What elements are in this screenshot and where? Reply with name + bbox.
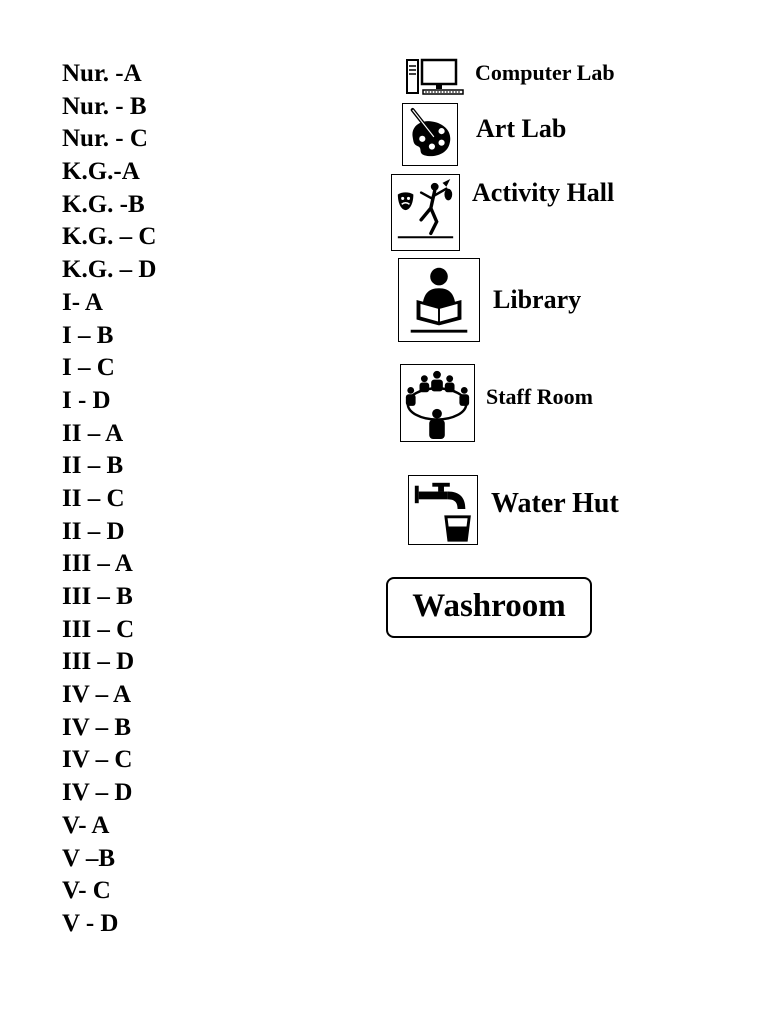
computer-lab-label: Computer Lab (475, 60, 615, 85)
class-item: Nur. - C (62, 125, 148, 153)
class-item: I – B (62, 321, 114, 349)
class-item: IV – A (62, 681, 132, 709)
reader-icon (398, 258, 480, 342)
class-item: V- A (62, 811, 110, 839)
computer-icon (405, 58, 465, 98)
class-item: III – C (62, 615, 135, 643)
library-label: Library (493, 285, 582, 314)
art-lab-label: Art Lab (476, 114, 567, 143)
staff-room-label: Staff Room (486, 384, 593, 409)
class-item: Nur. - B (62, 92, 147, 120)
palette-icon (402, 103, 458, 166)
class-item: I- A (62, 288, 103, 316)
class-item: Nur. -A (62, 60, 142, 87)
meeting-icon (400, 364, 475, 442)
class-item: II – D (62, 517, 125, 545)
class-item: I – C (62, 354, 115, 382)
class-item: II – B (62, 452, 124, 480)
class-item: V - D (62, 909, 119, 937)
class-item: IV – C (62, 746, 133, 774)
class-item: III – D (62, 648, 135, 676)
class-item: K.G. -B (62, 190, 145, 218)
class-item: III – B (62, 583, 133, 610)
class-item: I - D (62, 386, 111, 414)
class-item: V –B (62, 844, 116, 872)
class-item: IV – D (62, 779, 133, 807)
tap-icon (408, 475, 478, 545)
class-item: III – A (62, 550, 133, 578)
class-item: K.G. – D (62, 256, 157, 284)
water-hut-label: Water Hut (491, 488, 619, 519)
class-list (62, 58, 156, 941)
class-item: IV – B (62, 713, 132, 741)
class-item: II – A (62, 419, 124, 447)
class-item: K.G. – C (62, 223, 157, 251)
washroom-box: Washroom (386, 577, 592, 638)
activity-hall-label: Activity Hall (472, 178, 615, 207)
theatre-dance-icon (391, 174, 460, 251)
class-item: V- C (62, 877, 111, 905)
class-item: II – C (62, 484, 125, 512)
class-item: K.G.-A (62, 158, 140, 186)
